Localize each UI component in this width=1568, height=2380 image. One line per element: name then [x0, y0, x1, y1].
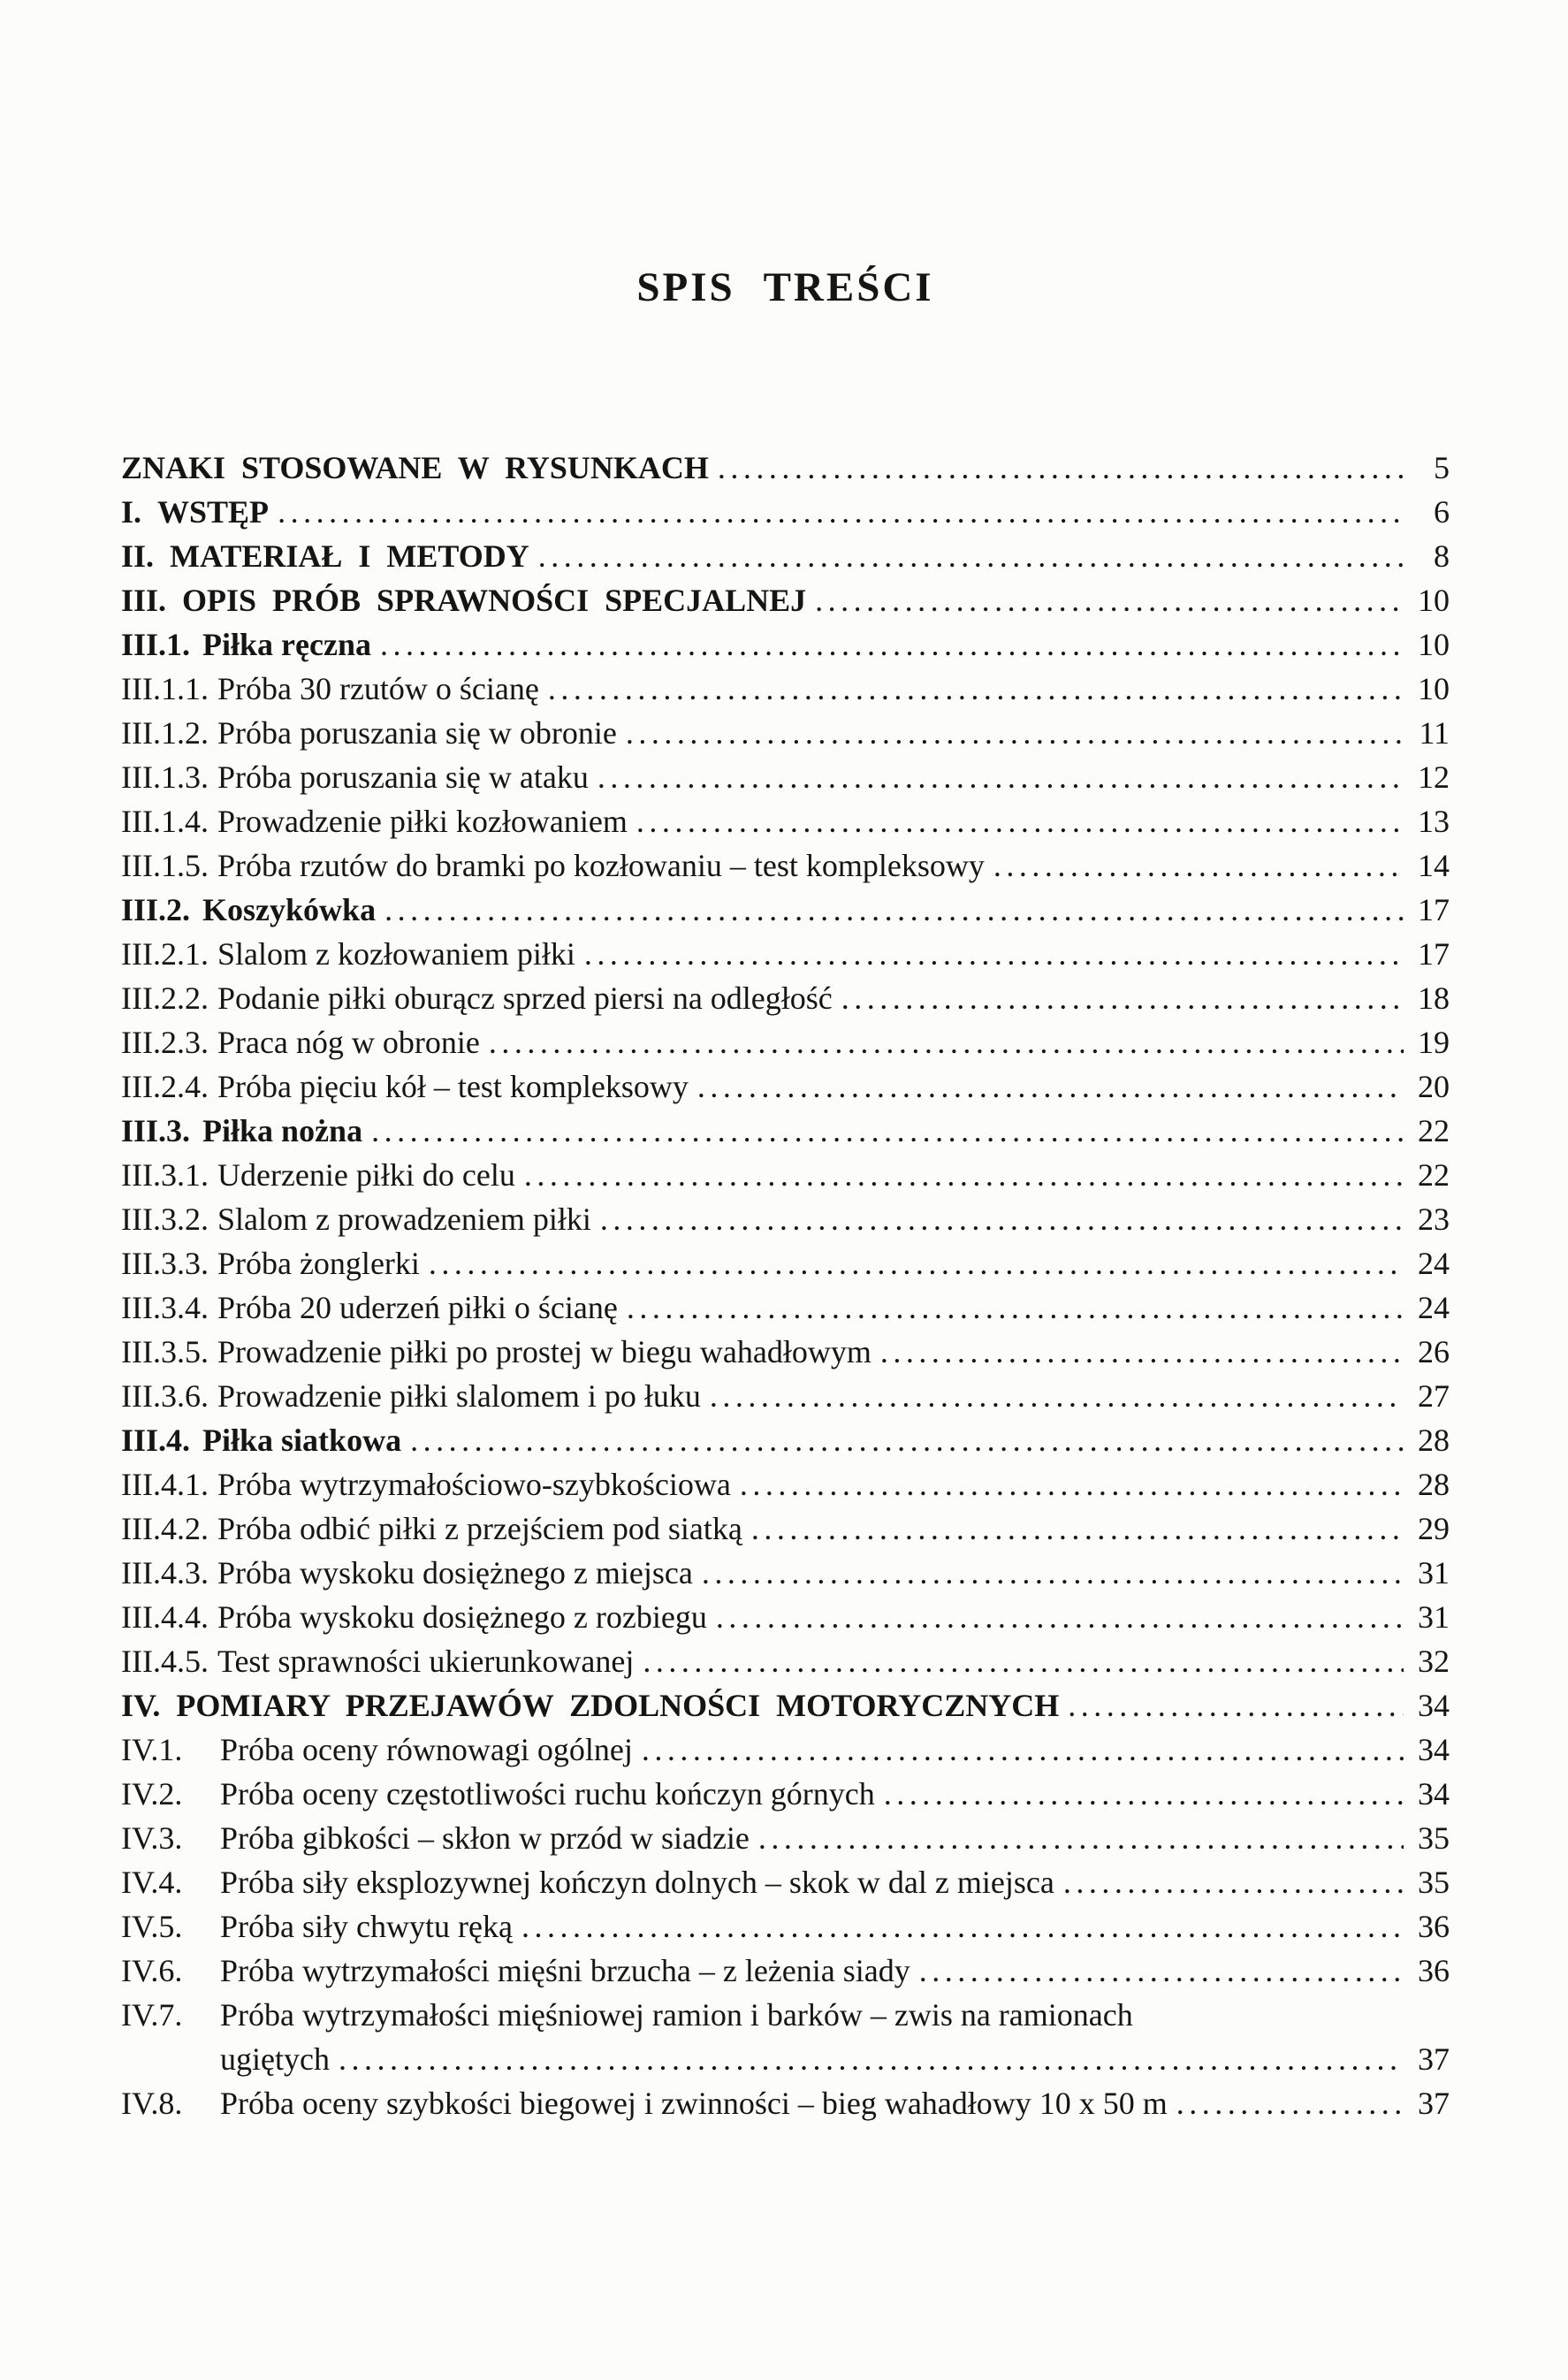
toc-leader-dots [643, 1639, 1404, 1683]
table-of-contents [121, 446, 1450, 2125]
toc-entry-title: MATERIAŁ I METODY [170, 538, 529, 574]
toc-page-number: 35 [1418, 1865, 1450, 1900]
toc-entry-number: III.1.4. [121, 804, 209, 839]
toc-entry [121, 1904, 1450, 1949]
toc-page-number: 23 [1418, 1201, 1450, 1237]
toc-page-number: 27 [1418, 1378, 1450, 1414]
toc-entry-number: III.4.2. [121, 1511, 209, 1546]
toc-entry-title: Uderzenie piłki do celu [217, 1157, 515, 1193]
toc-page-number: 28 [1418, 1423, 1450, 1458]
toc-entry [121, 446, 1450, 490]
toc-entry-number: IV.1. [121, 1732, 183, 1767]
toc-leader-dots [1176, 2081, 1404, 2125]
toc-entry-title: ugiętych [220, 2041, 330, 2077]
toc-page-number: 5 [1434, 450, 1450, 485]
toc-entry [121, 1153, 1450, 1197]
toc-page-number: 32 [1418, 1644, 1450, 1679]
toc-page-number: 36 [1418, 1909, 1450, 1944]
toc-leader-dots [697, 1064, 1404, 1109]
toc-entry-number: IV.3. [121, 1820, 183, 1856]
toc-entry-title: Próba wyskoku dosiężnego z rozbiegu [217, 1599, 707, 1635]
toc-entry-title: Próba odbić piłki z przejściem pod siatką [217, 1511, 742, 1546]
toc-entry-number: III.2. [121, 892, 191, 927]
toc-page-number: 28 [1418, 1467, 1450, 1502]
toc-leader-dots [884, 1772, 1404, 1816]
toc-leader-dots [380, 622, 1404, 667]
toc-entry-title: ZNAKI STOSOWANE W RYSUNKACH [121, 450, 709, 485]
toc-entry-title: Prowadzenie piłki slalomem i po łuku [217, 1378, 701, 1414]
toc-leader-dots [718, 446, 1404, 490]
toc-entry-number: IV.6. [121, 1953, 183, 1988]
toc-entry-title: Próba oceny równowagi ogólnej [220, 1732, 633, 1767]
toc-entry-title: Próba siły chwytu ręką [220, 1909, 513, 1944]
toc-entry-number: III.3.2. [121, 1201, 209, 1237]
toc-entry [121, 1772, 1450, 1816]
toc-entry [121, 799, 1450, 843]
toc-entry [121, 755, 1450, 799]
toc-entry-title: Próba pięciu kół – test kompleksowy [217, 1069, 689, 1104]
toc-page-number: 10 [1418, 583, 1450, 618]
toc-entry-number: III. [121, 583, 167, 618]
toc-page-number: 19 [1418, 1025, 1450, 1060]
toc-entry-title: Piłka nożna [202, 1113, 363, 1148]
toc-entry-title: Piłka siatkowa [202, 1423, 402, 1458]
toc-leader-dots [548, 667, 1404, 711]
toc-page-number: 29 [1418, 1511, 1450, 1546]
toc-page-number: 17 [1418, 892, 1450, 927]
toc-leader-dots [1063, 1860, 1404, 1904]
toc-entry-title: OPIS PRÓB SPRAWNOŚCI SPECJALNEJ [182, 583, 807, 618]
toc-entry-number: IV. [121, 1688, 161, 1723]
toc-leader-dots [841, 976, 1404, 1020]
toc-leader-dots [429, 1241, 1404, 1285]
toc-entry-number: III.1.1. [121, 671, 209, 706]
toc-entry [121, 622, 1450, 667]
toc-entry-number: III.3.6. [121, 1378, 209, 1414]
toc-entry [121, 1285, 1450, 1330]
toc-page-number: 31 [1418, 1555, 1450, 1590]
toc-entry [121, 1507, 1450, 1551]
toc-entry-title: POMIARY PRZEJAWÓW ZDOLNOŚCI MOTORYCZNYCH [176, 1688, 1060, 1723]
toc-entry [121, 1993, 1450, 2037]
toc-entry-title: Koszykówka [202, 892, 377, 927]
toc-leader-dots [278, 490, 1404, 534]
toc-leader-dots [489, 1020, 1404, 1064]
toc-entry [121, 976, 1450, 1020]
toc-leader-dots [1068, 1683, 1404, 1728]
toc-entry-number: III.1.5. [121, 848, 209, 883]
toc-page-number: 8 [1434, 538, 1450, 574]
toc-leader-dots [384, 888, 1404, 932]
toc-page-number: 6 [1434, 494, 1450, 530]
toc-entry-number: III.2.1. [121, 936, 209, 972]
toc-entry [121, 1109, 1450, 1153]
toc-entry [121, 1418, 1450, 1462]
toc-leader-dots [627, 1285, 1404, 1330]
toc-leader-dots [521, 1904, 1404, 1949]
toc-entry-title: Próba rzutów do bramki po kozłowaniu – test kompleksowy [217, 848, 985, 883]
toc-entry-number: IV.4. [121, 1865, 183, 1900]
toc-page-number: 34 [1418, 1688, 1450, 1723]
toc-leader-dots [710, 1374, 1404, 1418]
toc-entry-title: Próba żonglerki [217, 1246, 420, 1281]
toc-entry-title: Próba siły eksplozywnej kończyn dolnych – skok w dal z miejsca [220, 1865, 1054, 1900]
toc-entry [121, 843, 1450, 888]
toc-entry [121, 1374, 1450, 1418]
toc-entry [121, 932, 1450, 976]
toc-entry-number: III.3. [121, 1113, 191, 1148]
toc-leader-dots [642, 1728, 1404, 1772]
toc-leader-dots [702, 1551, 1404, 1595]
toc-page-number: 34 [1418, 1732, 1450, 1767]
toc-entry-number: III.4.4. [121, 1599, 209, 1635]
toc-entry-number: IV.7. [121, 1997, 183, 2033]
toc-page-number: 20 [1418, 1069, 1450, 1104]
toc-leader-dots [716, 1595, 1404, 1639]
toc-entry-title: Próba wytrzymałości mięśni brzucha – z leżenia siady [220, 1953, 910, 1988]
toc-entry-number: III.2.4. [121, 1069, 209, 1104]
toc-entry [121, 1728, 1450, 1772]
toc-leader-dots [993, 843, 1404, 888]
toc-page-number: 31 [1418, 1599, 1450, 1635]
toc-entry [121, 1551, 1450, 1595]
toc-entry [121, 578, 1450, 622]
toc-leader-dots [758, 1816, 1404, 1860]
toc-entry-title: Próba poruszania się w ataku [217, 759, 589, 795]
toc-entry-title: Podanie piłki oburącz sprzed piersi na odległość [217, 980, 833, 1016]
toc-entry-number: III.3.5. [121, 1334, 209, 1369]
toc-entry-number: III.4.1. [121, 1467, 209, 1502]
toc-entry [121, 1816, 1450, 1860]
toc-entry [121, 667, 1450, 711]
toc-entry-number: I. [121, 494, 142, 530]
toc-entry [121, 888, 1450, 932]
toc-entry-title: Próba oceny szybkości biegowej i zwinności – bieg wahadłowy 10 x 50 m [220, 2086, 1168, 2121]
toc-entry-number: III.3.3. [121, 1246, 209, 1281]
toc-page-number: 26 [1418, 1334, 1450, 1369]
toc-entry-title: Próba 30 rzutów o ścianę [217, 671, 539, 706]
toc-entry-title: Próba wytrzymałości mięśniowej ramion i barków – zwis na ramionach [220, 1997, 1133, 2033]
toc-entry [121, 1462, 1450, 1507]
toc-entry-number: III.3.1. [121, 1157, 209, 1193]
toc-page-number: 24 [1418, 1290, 1450, 1325]
toc-entry-number: III.4.3. [121, 1555, 209, 1590]
toc-entry-number: III.3.4. [121, 1290, 209, 1325]
toc-entry-number: II. [121, 538, 155, 574]
toc-entry-number: III.1.3. [121, 759, 209, 795]
toc-entry-title: Próba wytrzymałościowo-szybkościowa [217, 1467, 731, 1502]
toc-page-number: 10 [1418, 627, 1450, 662]
toc-entry-title: Prowadzenie piłki kozłowaniem [217, 804, 628, 839]
toc-entry-title: Próba poruszania się w obronie [217, 715, 617, 751]
toc-leader-dots [751, 1507, 1404, 1551]
toc-leader-dots [880, 1330, 1404, 1374]
toc-page-number: 11 [1419, 715, 1450, 751]
toc-entry [121, 2081, 1450, 2125]
toc-entry-title: Test sprawności ukierunkowanej [217, 1644, 635, 1679]
toc-entry-number: IV.5. [121, 1909, 183, 1944]
toc-entry [121, 1241, 1450, 1285]
toc-entry-title: Slalom z prowadzeniem piłki [217, 1201, 591, 1237]
toc-entry [121, 1949, 1450, 1993]
toc-leader-dots [598, 755, 1404, 799]
toc-entry [121, 534, 1450, 578]
toc-page-number: 14 [1418, 848, 1450, 883]
toc-entry-continuation [121, 2037, 1450, 2081]
toc-page-number: 24 [1418, 1246, 1450, 1281]
toc-entry-number: III.1.2. [121, 715, 209, 751]
toc-entry-title: Próba 20 uderzeń piłki o ścianę [217, 1290, 618, 1325]
toc-page-number: 37 [1418, 2086, 1450, 2121]
toc-entry-title: WSTĘP [157, 494, 270, 530]
toc-leader-dots [538, 534, 1404, 578]
toc-entry-title: Próba gibkości – skłon w przód w siadzie [220, 1820, 750, 1856]
toc-entry [121, 490, 1450, 534]
toc-leader-dots [626, 711, 1404, 755]
toc-entry-title: Slalom z kozłowaniem piłki [217, 936, 575, 972]
toc-entry [121, 1860, 1450, 1904]
toc-page-number: 13 [1418, 804, 1450, 839]
toc-leader-dots [919, 1949, 1404, 1993]
toc-entry-title: Praca nóg w obronie [217, 1025, 480, 1060]
toc-page-number: 36 [1418, 1953, 1450, 1988]
toc-entry [121, 1064, 1450, 1109]
toc-leader-dots [584, 932, 1404, 976]
toc-leader-dots [636, 799, 1404, 843]
toc-entry [121, 1595, 1450, 1639]
toc-entry [121, 1197, 1450, 1241]
toc-entry [121, 1020, 1450, 1064]
toc-entry-title: Piłka ręczna [202, 627, 371, 662]
toc-page-number: 37 [1418, 2041, 1450, 2077]
toc-entry-title: Próba oceny częstotliwości ruchu kończyn górnych [220, 1776, 875, 1812]
toc-page-number: 10 [1418, 671, 1450, 706]
toc-page-number: 22 [1418, 1157, 1450, 1193]
toc-leader-dots [339, 2037, 1404, 2081]
toc-entry-number: III.4. [121, 1423, 191, 1458]
page-title: SPIS TREŚCI [636, 264, 934, 310]
toc-leader-dots [815, 578, 1404, 622]
toc-page-number: 12 [1418, 759, 1450, 795]
toc-entry-number: III.2.2. [121, 980, 209, 1016]
toc-page-number: 35 [1418, 1820, 1450, 1856]
toc-entry [121, 1639, 1450, 1683]
toc-entry-number: III.2.3. [121, 1025, 209, 1060]
toc-entry-number: IV.2. [121, 1776, 183, 1812]
toc-entry [121, 1683, 1450, 1728]
toc-entry-number: III.4.5. [121, 1644, 209, 1679]
toc-entry [121, 1330, 1450, 1374]
toc-entry-title: Prowadzenie piłki po prostej w biegu wahadłowym [217, 1334, 872, 1369]
toc-page-number: 17 [1418, 936, 1450, 972]
toc-page-number: 18 [1418, 980, 1450, 1016]
toc-entry-number: III.1. [121, 627, 191, 662]
toc-entry-number: IV.8. [121, 2086, 183, 2121]
toc-leader-dots [371, 1109, 1404, 1153]
toc-page-number: 34 [1418, 1776, 1450, 1812]
toc-leader-dots [740, 1462, 1404, 1507]
toc-leader-dots [600, 1197, 1404, 1241]
toc-entry-title: Próba wyskoku dosiężnego z miejsca [217, 1555, 693, 1590]
toc-page-number: 22 [1418, 1113, 1450, 1148]
toc-leader-dots [524, 1153, 1404, 1197]
toc-leader-dots [410, 1418, 1404, 1462]
toc-entry [121, 711, 1450, 755]
